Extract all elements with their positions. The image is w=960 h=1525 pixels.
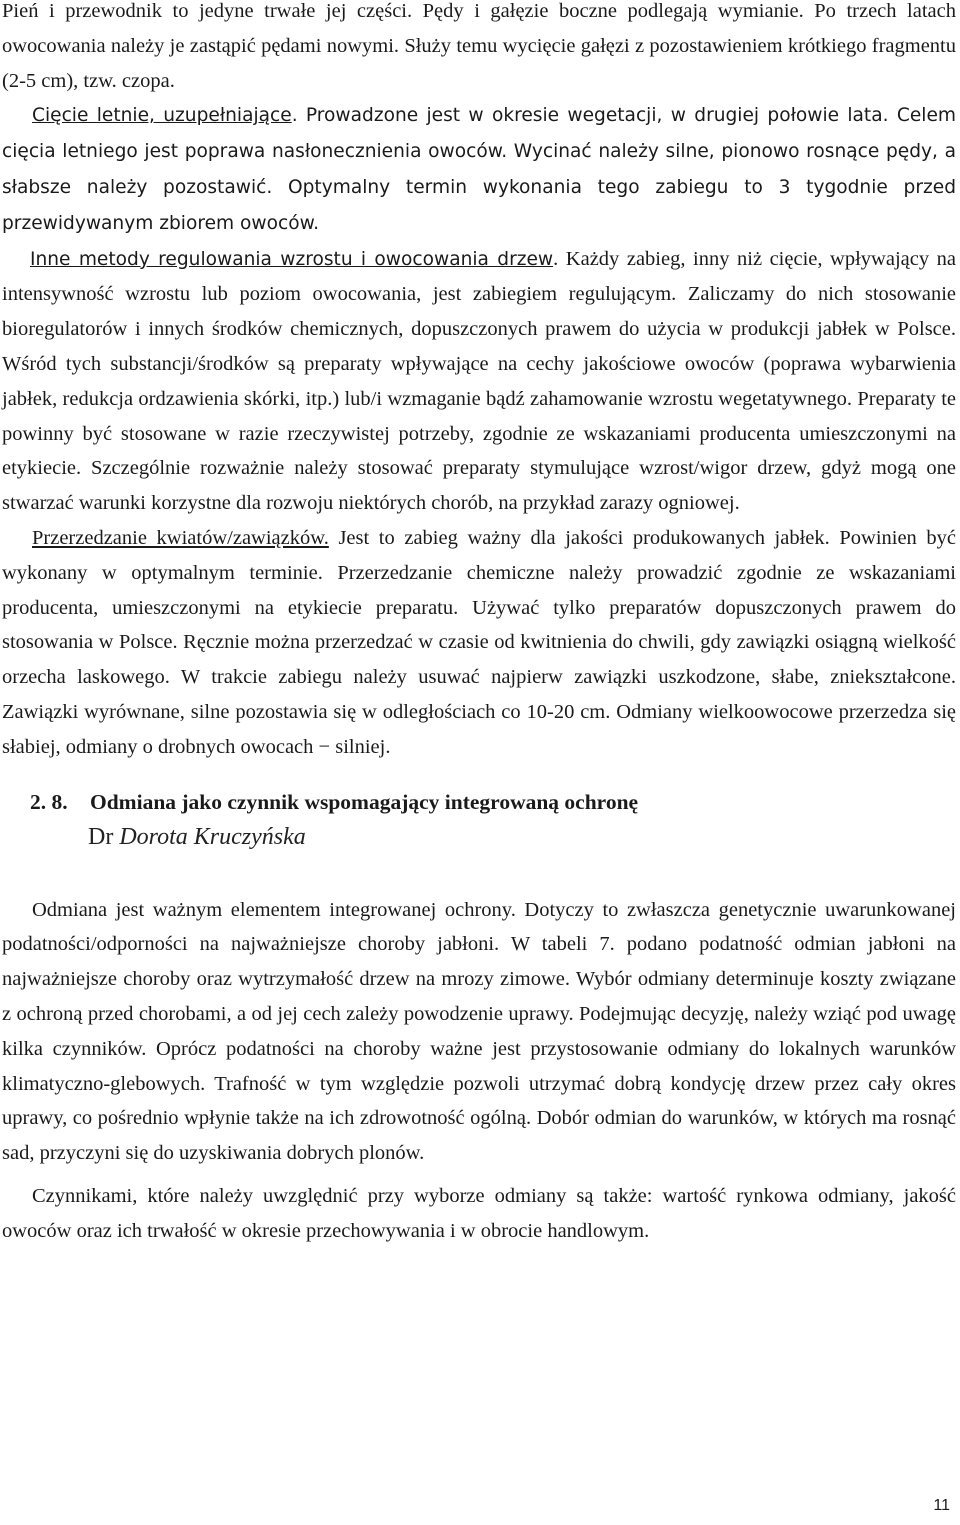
subsection-lead-thinning: Przerzedzanie kwiatów/zawiązków. bbox=[32, 526, 329, 549]
page-number: 11 bbox=[933, 1497, 950, 1514]
paragraph-text-sans: . Prowadzone jest w okresie wegetacji, w drugiej połowie lata. Celem cięcia letniego jest poprawa nasłonecznienia owoców. Wycinać należy silne, pionowo rosnące pędy, a słabsze należy pozostawić. Optymalny termin wykonania tego zabiegu to 3 tygodnie przed przewidywanym zbiorem owoców. bbox=[2, 105, 956, 234]
paragraph-pruning-replacement bbox=[0, 0, 960, 98]
section-heading bbox=[30, 787, 960, 817]
subsection-lead-summer-pruning: Cięcie letnie, uzupełniające bbox=[32, 105, 292, 127]
paragraph-summer-pruning bbox=[0, 98, 960, 521]
section-author bbox=[88, 821, 960, 853]
paragraph-text: Odmiana jest ważnym elementem integrowanej ochrony. Dotyczy to zwłaszcza genetycznie uwarunkowanej podatności/odporności na najważniejsze choroby jabłoni. W tabeli 7. podano podatność odmian jabłoni na najważniejsze choroby oraz wytrzymałość drzew na mrozy zimowe. Wybór odmiany determinuje koszty związane z ochroną przed chorobami, a od jej cech zależy powodzenie uprawy. Podejmując decyzję, należy wziąć pod uwagę kilka czynników. Oprócz podatności na choroby ważne jest przystosowanie odmiany do lokalnych warunków klimatyczno-glebowych. Trafność w tym względzie pozwoli utrzymać dobrą kondycję drzew przez cały okres uprawy, co pośrednio wpłynie także na ich zdrowotność ogólną. Dobór odmian do warunków, w których ma rosnąć sad, przyczyni się do uzyskiwania dobrych plonów. bbox=[2, 898, 956, 1165]
paragraph-text: Pień i przewodnik to jedyne trwałe jej części. Pędy i gałęzie boczne podlegają wymianie. Po trzech latach owocowania należy je zastąpić pędami nowymi. Służy temu wycięcie gałęzi z pozostawieniem krótkiego fragmentu (2-5 cm), tzw. czopa. bbox=[2, 0, 956, 92]
section-title: Odmiana jako czynnik wspomagający integrowaną ochronę bbox=[90, 789, 639, 814]
paragraph-variety-importance bbox=[0, 893, 960, 1171]
paragraph-text: Jest to zabieg ważny dla jakości produkowanych jabłek. Powinien być wykonany w optymalnym terminie. Przerzedzanie chemiczne należy prowadzić zgodnie ze wskazaniami producenta, umieszczonymi na etykiecie preparatu. Używać tylko preparatów dopuszczonych prawem do stosowania w Polsce. Ręcznie można przerzedzać w czasie od kwitnienia do chwili, gdy zawiązki osiągną wielkość orzecha laskowego. W trakcie zabiegu należy usuwać najpierw zawiązki uszkodzone, słabe, zniekształcone. Zawiązki wyrównane, silne pozostawia się w odległościach co 10-20 cm. Odmiany wielkoowocowe przerzedza się słabiej, odmiany o drobnych owocach − silniej. bbox=[2, 526, 957, 758]
section-number: 2. 8. bbox=[30, 789, 68, 814]
paragraph-thinning bbox=[0, 521, 960, 765]
paragraph-text: Czynnikami, które należy uwzględnić przy wyborze odmiany są także: wartość rynkowa odmiany, jakość owoców oraz ich trwałość w okresie przechowywania i w obrocie handlowym. bbox=[2, 1184, 956, 1242]
subsection-lead-growth-regulation: Inne metody regulowania wzrostu i owocowania drzew bbox=[30, 248, 554, 270]
author-name: Dorota Kruczyńska bbox=[113, 823, 306, 850]
paragraph-text: . Każdy zabieg, inny niż cięcie, wpływający na intensywność wzrostu lub poziom owocowania, jest zabiegiem regulującym. Zaliczamy do nich stosowanie bioregulatorów i innych środków chemicznych, dopuszczonych prawem do użycia w produkcji jabłek w Polsce. Wśród tych substancji/środków są preparaty wpływające na cechy jakościowe owoców (poprawa wybarwienia jabłek, redukcja ordzawienia skórki, itp.) lub/i wzmaganie bądź zahamowanie wzrostu wegetatywnego. Preparaty te powinny być stosowane w razie rzeczywistej potrzeby, zgodnie ze wskazaniami producenta umieszczonymi na etykiecie. Szczególnie rozważnie należy stosować preparaty stymulujące wzrost/wigor drzew, gdyż mogą one stwarzać warunki korzystne dla rozwoju niektórych chorób, na przykład zarazy ogniowej. bbox=[2, 247, 956, 515]
author-prefix: Dr bbox=[88, 823, 114, 850]
paragraph-variety-factors bbox=[0, 1179, 960, 1249]
